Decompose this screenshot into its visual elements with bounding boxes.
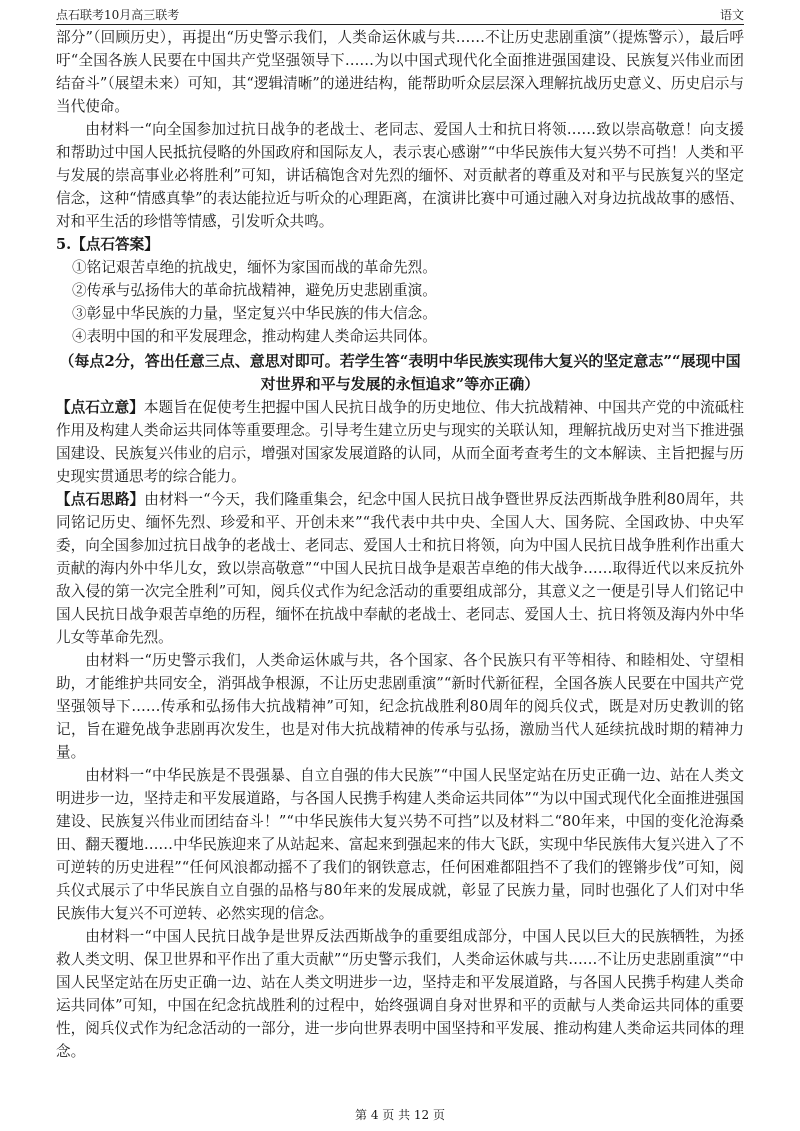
page-number: 第 4 页 共 12 页 [355, 1108, 445, 1122]
paragraph-emotion-analysis: 由材料一“向全国参加过抗日战争的老战士、老同志、爱国人士和抗日将领……致以崇高敬意！向支援和帮助过中国人民抵抗侵略的外国政府和国际友人，表示衷心感谢”“中华民族伟大复兴势不可挡！人类和平与发展的崇高事业必将胜利”可知，讲话稿饱含对先烈的缅怀、对贡献者的尊重及对和平与民族复兴的坚定信念，这种“情感真挚”的表达能拉近与听众的心理距离，在演讲比赛中可通过融入对身边抗战故事的感悟、对和平生活的珍惜等情感，引发听众共鸣。 [56, 121, 744, 230]
header-subject: 语文 [719, 8, 744, 22]
analysis-paragraph-peace: 由材料一“中国人民抗日战争是世界反法西斯战争的重要组成部分，中国人民以巨大的民族牺牲，为拯救人类文明、保卫世界和平作出了重大贡献”“历史警示我们，人类命运休戚与共……不让历史悲剧重演”“中国人民坚定站在历史正确一边、站在人类文明进步一边，坚持走和平发展道路，与各国人民携手构建人类命运共同体”可知，中国在纪念抗战胜利的过程中，始终强调自身对世界和平的贡献与人类命运共同体的重要性，阅兵仪式作为纪念活动的一部分，进一步向世界表明中国坚持和平发展、推动构建人类命运共同体的理念。 [56, 928, 744, 1060]
answer-point-4: ④表明中国的和平发展理念，推动构建人类命运共同体。 [72, 328, 437, 345]
analysis-paragraph-warning: 由材料一“历史警示我们，人类命运休戚与共，各个国家、各个民族只有平等相待、和睦相处、守望相助，才能维护共同安全，消弭战争根源，不让历史悲剧重演”“新时代新征程，全国各族人民要在中国共产党坚强领导下……传承和弘扬伟大抗战精神”可知，纪念抗战胜利80周年的阅兵仪式，既是对历史教训的铭记，旨在避免战争悲剧再次发生，也是对伟大抗战精神的传承与弘扬，激励当代人延续抗战时期的精神力量。 [56, 652, 744, 761]
thinking-label: 【点石思路】 [56, 491, 145, 508]
analysis-paragraph-rejuvenation: 由材料一“中华民族是不畏强暴、自立自强的伟大民族”“中国人民坚定站在历史正确一边、站在人类文明进步一边，坚持走和平发展道路，与各国人民携手构建人类命运共同体”“为以中国式现代化全面推进强国建设、民族复兴伟业而团结奋斗！”“中华民族伟大复兴势不可挡”以及材料二“80年来，中国的变化沧海桑田、翻天覆地……中华民族迎来了从站起来、富起来到强起来的伟大飞跃，实现中华民族伟大复兴进入了不可逆转的历史进程”“任何风浪都动摇不了我们的钢铁意志，任何困难都阻挡不了我们的铿锵步伐”可知，阅兵仪式展示了中华民族自立自强的品格与80年来的发展成就，彰显了民族力量，同时也强化了人们对中华民族伟大复兴不可逆转、必然实现的信念。 [56, 767, 744, 922]
answer-point-2: ②传承与弘扬伟大的革命抗战精神，避免历史悲剧重演。 [72, 282, 437, 299]
scoring-note: （每点2分，答出任意三点、意思对即可。若学生答“表明中华民族实现伟大复兴的坚定意志”“展现中国对世界和平与发展的永恒追求”等亦正确） [59, 352, 741, 393]
answer-point-1: ①铭记艰苦卓绝的抗战史，缅怀为家国而战的革命先烈。 [72, 259, 437, 276]
header-exam-title: 点石联考10月高三联考 [56, 8, 180, 22]
intent-label: 【点石立意】 [56, 399, 144, 416]
thinking-paragraph [56, 488, 744, 649]
answer-point-3: ③彰显中华民族的力量，坚定复兴中华民族的伟大信念。 [72, 305, 437, 322]
page-header [56, 6, 744, 25]
question-5-answer-title: 5.【点石答案】 [56, 236, 159, 253]
thinking-text: 由材料一“今天，我们隆重集会，纪念中国人民抗日战争暨世界反法西斯战争胜利80周年，共同铭记历史、缅怀先烈、珍爱和平、开创未来”“我代表中共中央、全国人大、国务院、全国政协、中央军委，向全国参加过抗日战争的老战士、老同志、爱国人士和抗日将领，向为中国人民抗日战争胜利作出重大贡献的海内外中华儿女，致以崇高敬意”“中国人民抗日战争是艰苦卓绝的伟大战争……取得近代以来反抗外敌入侵的第一次完全胜利”可知，阅兵仪式作为纪念活动的重要组成部分，其意义之一便是引导人们铭记中国人民抗日战争艰苦卓绝的历程，缅怀在抗战中奉献的老战士、老同志、爱国人士、抗日将领及海内外中华儿女等革命先烈。 [56, 491, 744, 646]
paragraph-continuation: 部分”（回顾历史），再提出“历史警示我们，人类命运休戚与共……不让历史悲剧重演”（提炼警示），最后呼吁“全国各族人民要在中国共产党坚强领导下……为以中国式现代化全面推进强国建设、民族复兴伟业而团结奋斗”（展望未来）可知，其“逻辑清晰”的递进结构，能帮助听众层层深入理解抗战历史意义、历史启示与当代使命。 [56, 29, 744, 115]
intent-text: 本题旨在促使考生把握中国人民抗日战争的历史地位、伟大抗战精神、中国共产党的中流砥柱作用及构建人类命运共同体等重要理念。引导考生建立历史与现实的关联认知，理解抗战历史对当下推进强国建设、民族复兴伟业的启示，增强对国家发展道路的认同，从而全面考查考生的文本解读、主旨把握与历史现实贯通思考的综合能力。 [56, 399, 744, 485]
document-body [56, 26, 744, 1063]
intent-paragraph [56, 396, 744, 488]
